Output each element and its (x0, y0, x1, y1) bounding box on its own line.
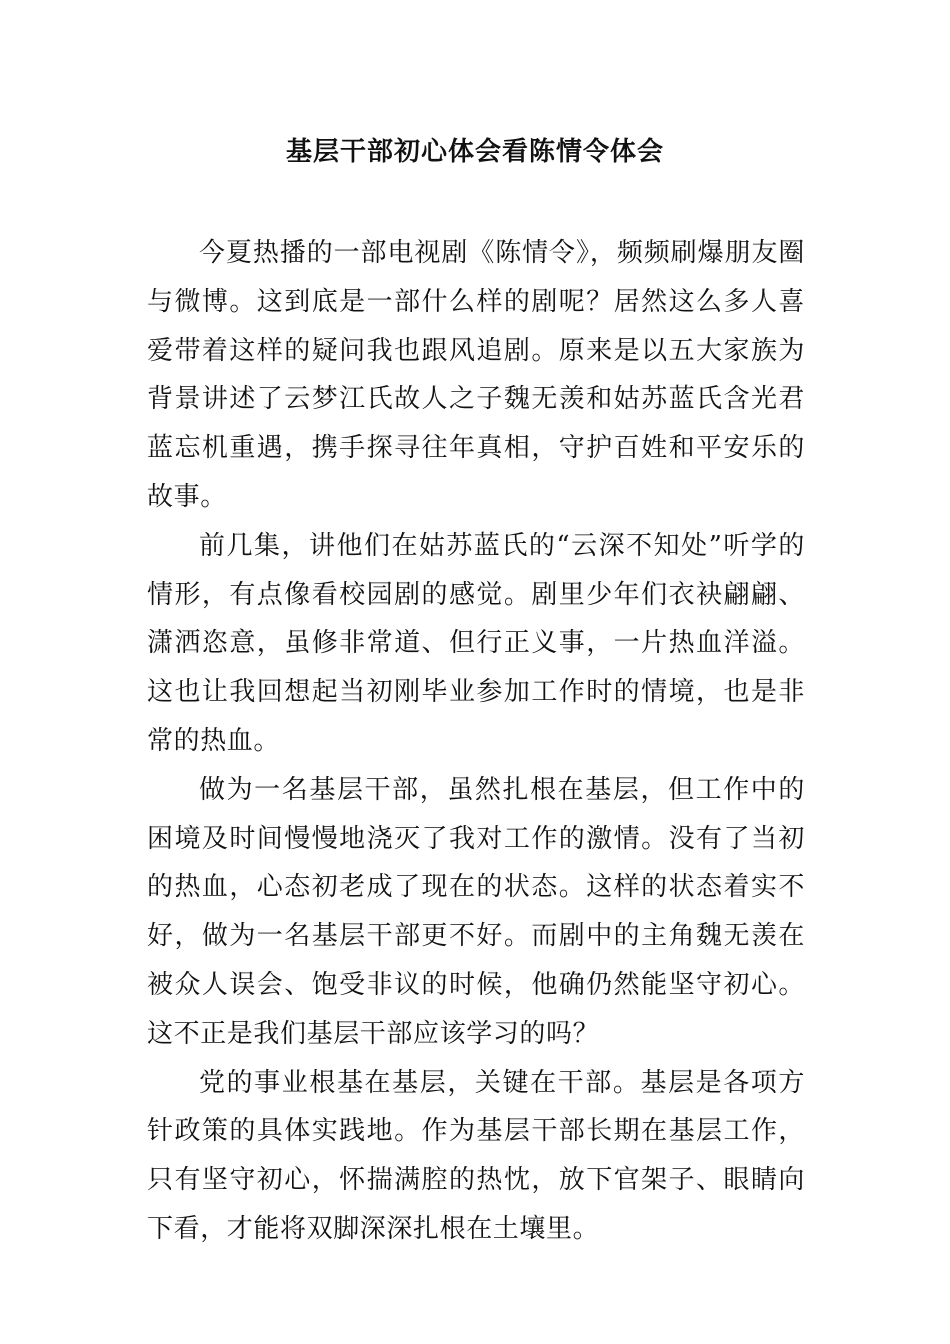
document-body (147, 229, 805, 1254)
paragraph-4: 党的事业根基在基层，关键在干部。基层是各项方针政策的具体实践地。作为基层干部长期在基层工作，只有坚守初心，怀揣满腔的热忱，放下官架子、眼睛向下看，才能将双脚深深扎根在土壤里。 (147, 1067, 805, 1244)
paragraph-3: 做为一名基层干部，虽然扎根在基层，但工作中的困境及时间慢慢地浇灭了我对工作的激情。没有了当初的热血，心态初老成了现在的状态。这样的状态着实不好，做为一名基层干部更不好。而剧中的主角魏无羡在被众人误会、饱受非议的时候，他确仍然能坚守初心。这不正是我们基层干部应该学习的吗？ (147, 774, 805, 1049)
paragraph-2: 前几集，讲他们在姑苏蓝氏的“云深不知处”听学的情形，有点像看校园剧的感觉。剧里少年们衣袂翩翩、潇洒恣意，虽修非常道、但行正义事，一片热血洋溢。这也让我回想起当初刚毕业参加工作时的情境，也是非常的热血。 (147, 530, 805, 756)
document-title: 基层干部初心体会看陈情令体会 (285, 137, 664, 167)
paragraph-1: 今夏热播的一部电视剧《陈情令》，频频刷爆朋友圈与微博。这到底是一部什么样的剧呢？居然这么多人喜爱带着这样的疑问我也跟风追剧。原来是以五大家族为背景讲述了云梦江氏故人之子魏无羡和姑苏蓝氏含光君蓝忘机重遇，携手探寻往年真相，守护百姓和平安乐的故事。 (147, 238, 805, 512)
